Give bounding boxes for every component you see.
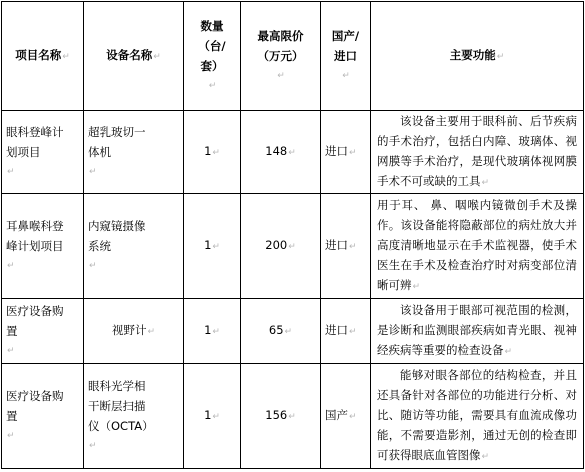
origin-cell: 进口↵ [321,299,371,364]
header-origin: 国产/ 进口 ↵ [321,2,371,111]
header-price: 最高限价 （万元） ↵ [241,2,321,111]
table-row [2,299,584,364]
header-quantity: 数量 （台/ 套） ↵ [184,2,241,111]
quantity-cell: 1↵ [184,111,241,194]
origin-cell: 国产↵ [321,364,371,469]
origin-cell: 进口↵ [321,111,371,194]
function-cell: 能够对眼各部位的结构检查，并且还具备针对各部位的功能进行分析、对比、随访等功能，需要具有血流成像功能，不需要造影剂，通过无创的检查即可获得眼底血管图像↵ [371,364,584,469]
device-cell: 超乳玻切一 体机 ↵ [84,111,184,194]
quantity-cell: 1↵ [184,364,241,469]
function-cell: 该设备用于眼部可视范围的检测，是诊断和监测眼部疾病如青光眼、视神经疾病等重要的检查设备↵ [371,299,584,364]
price-cell: 148↵ [241,111,321,194]
quantity-cell: 1↵ [184,299,241,364]
project-cell: 医疗设备购 置 ↵ [2,364,84,469]
quantity-cell: 1↵ [184,194,241,299]
project-cell: 耳鼻喉科登 峰计划项目 ↵ [2,194,84,299]
table-row [2,111,584,194]
header-function: 主要功能↵ [371,2,584,111]
procurement-table [1,1,584,469]
table-row [2,364,584,469]
function-cell: 用于耳、 鼻、咽喉内镜微创手术及操作。该设备能将隐蔽部位的病灶放大并高度清晰地显示在手术监视器，使手术医生在手术及检查治疗时对病变部位清晰可辨↵ [371,194,584,299]
price-cell: 200↵ [241,194,321,299]
project-cell: 眼科登峰计 划项目 ↵ [2,111,84,194]
table-header-row [2,2,584,111]
function-cell: 该设备主要用于眼科前、后节疾病的手术治疗，包括白内障、玻璃体、视网膜等手术治疗，是现代玻璃体视网膜手术不可或缺的工具↵ [371,111,584,194]
table-row [2,194,584,299]
origin-cell: 进口↵ [321,194,371,299]
device-cell: 视野计↵ [84,299,184,364]
project-cell: 医疗设备购 置 ↵ [2,299,84,364]
device-cell: 眼科光学相 干断层扫描 仪（OCTA） ↵ [84,364,184,469]
price-cell: 65↵ [241,299,321,364]
header-project: 项目名称↵ [2,2,84,111]
price-cell: 156↵ [241,364,321,469]
device-cell: 内窥镜摄像 系统 ↵ [84,194,184,299]
header-device: 设备名称↵ [84,2,184,111]
